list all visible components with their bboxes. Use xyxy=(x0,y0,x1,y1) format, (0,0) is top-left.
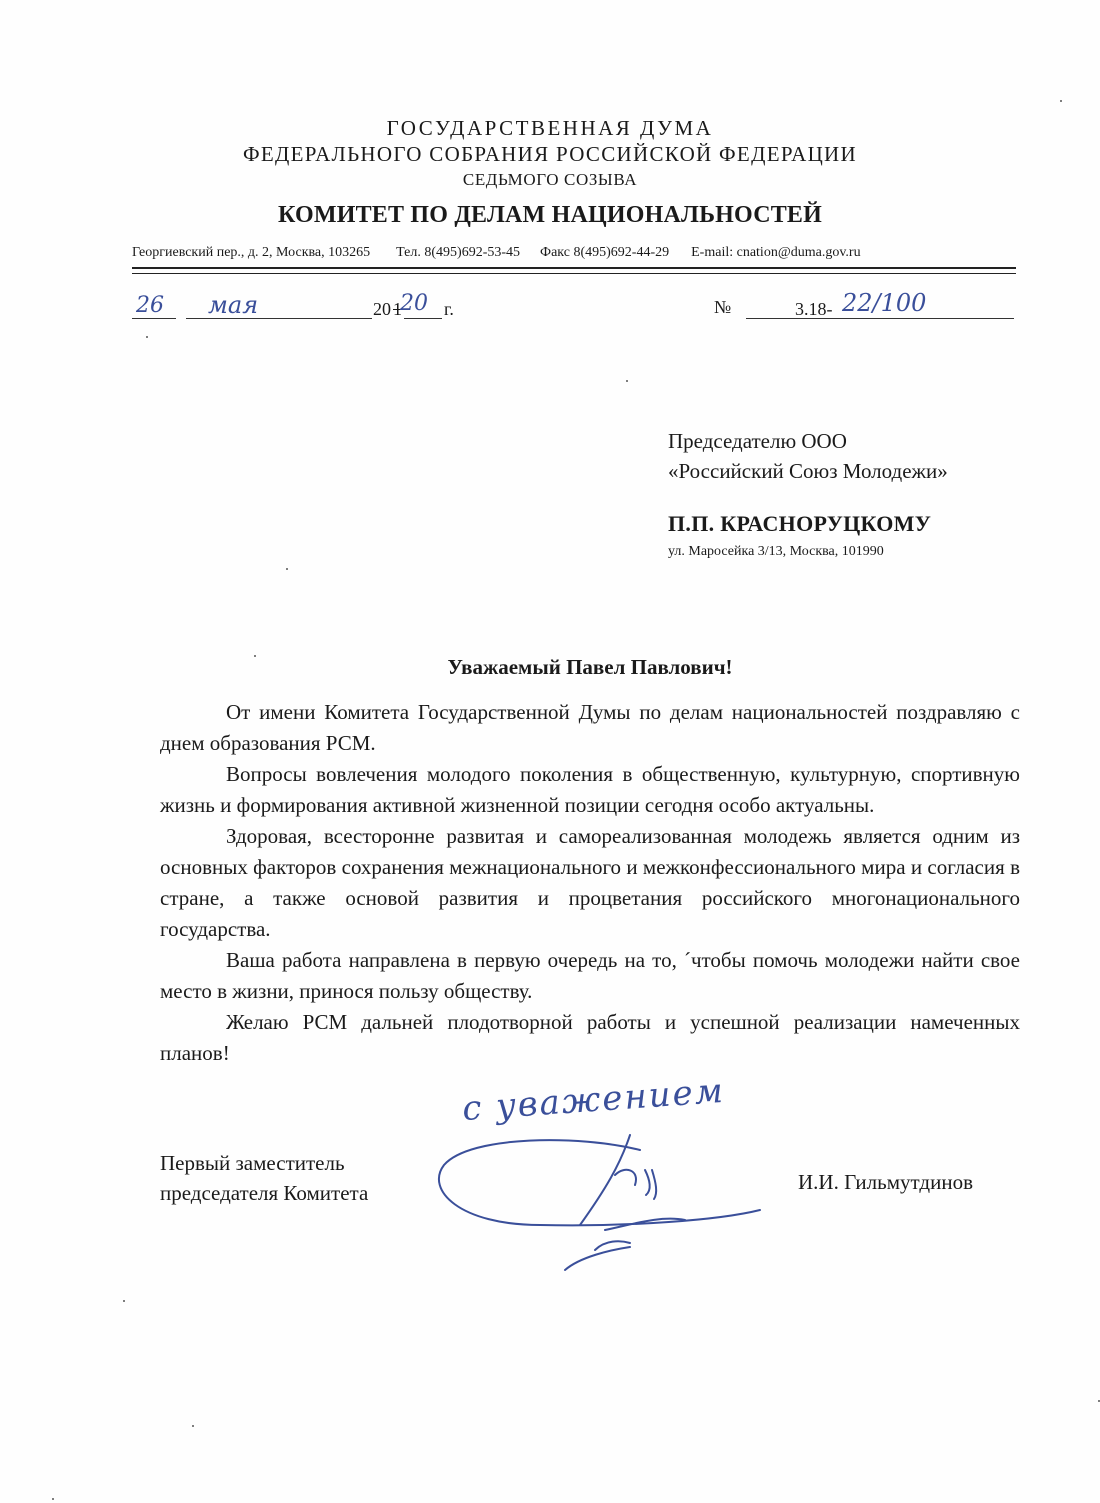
number-handwritten: 22/100 xyxy=(842,289,927,317)
letterhead-line2: ФЕДЕРАЛЬНОГО СОБРАНИЯ РОССИЙСКОЙ ФЕДЕРАЦИИ xyxy=(243,142,857,166)
letterhead-line3: СЕДЬМОГО СОЗЫВА xyxy=(462,170,638,189)
addressee-name: П.П. КРАСНОРУЦКОМУ xyxy=(668,511,932,536)
paragraph: Вопросы вовлечения молодого поколения в общественную, культурную, спортивную жизнь и формирования активной жизненной позиции сегодня особо актуальны. xyxy=(160,762,1020,817)
signer-name: И.И. Гильмутдинов xyxy=(798,1170,973,1194)
addressee-block xyxy=(668,426,948,486)
number-label: № xyxy=(714,297,732,317)
date-year-struck: 1 xyxy=(393,299,402,319)
salutation: Уважаемый Павел Павлович! xyxy=(447,655,733,679)
contact-line xyxy=(132,245,1012,261)
date-year-hand: 20 xyxy=(400,291,428,316)
date-year-underline xyxy=(404,318,442,319)
scan-speck xyxy=(123,1300,125,1302)
date-month: мая xyxy=(208,291,259,319)
contact-phone: Тел. 8(495)692-53-45 xyxy=(396,245,521,260)
date-day: 26 xyxy=(136,293,164,318)
scan-speck xyxy=(626,380,628,382)
contact-address: Георгиевский пер., д. 2, Москва, 103265 xyxy=(132,245,371,260)
number-underline xyxy=(746,318,1014,319)
letter-body xyxy=(160,697,1020,1069)
addressee-line1: Председателю ООО xyxy=(668,429,847,453)
signer-title-line1: Первый заместитель xyxy=(160,1151,345,1175)
letterhead-line1: ГОСУДАРСТВЕННАЯ ДУМА xyxy=(386,116,714,140)
header-rule-thin xyxy=(132,273,1016,274)
contact-email: E-mail: cnation@duma.gov.ru xyxy=(691,245,861,260)
addressee-line2: «Российский Союз Молодежи» xyxy=(668,459,948,483)
date-year-prefix: 20 xyxy=(373,299,391,319)
scan-speck xyxy=(192,1425,194,1427)
scan-speck xyxy=(146,336,148,338)
date-month-underline xyxy=(186,318,372,319)
date-year-suffix: г. xyxy=(444,299,454,319)
header-rule-thick xyxy=(132,267,1016,269)
committee-title: КОМИТЕТ ПО ДЕЛАМ НАЦИОНАЛЬНОСТЕЙ xyxy=(277,202,823,228)
scan-speck xyxy=(286,568,288,570)
paragraph: Ваша работа направлена в первую очередь на то, ´чтобы помочь молодежи найти свое место в жизни, принося пользу обществу. xyxy=(160,948,1020,1003)
signer-title xyxy=(160,1148,368,1208)
addressee-street: ул. Маросейка 3/13, Москва, 101990 xyxy=(668,544,884,559)
signer-title-line2: председателя Комитета xyxy=(160,1181,369,1205)
number-printed: 3.18- xyxy=(795,299,833,319)
handwritten-regards: с уважением xyxy=(460,1070,727,1130)
date-day-underline xyxy=(132,318,176,319)
scan-speck xyxy=(254,655,256,657)
scan-speck xyxy=(1060,100,1062,102)
paragraph: Здоровая, всесторонне развитая и самореализованная молодежь является одним из основных факторов сохранения межнационального и межконфессионального мира и согласия в стране, а также основой развития и процветания российского многонационального государства. xyxy=(160,824,1020,941)
paragraph: От имени Комитета Государственной Думы по делам национальностей поздравляю с днем образования РСМ. xyxy=(160,700,1020,755)
contact-fax: Факс 8(495)692-44-29 xyxy=(540,245,670,260)
handwritten-signature xyxy=(430,1075,810,1285)
paragraph: Желаю РСМ дальней плодотворной работы и успешной реализации намеченных планов! xyxy=(160,1010,1020,1065)
scan-speck xyxy=(52,1498,54,1500)
